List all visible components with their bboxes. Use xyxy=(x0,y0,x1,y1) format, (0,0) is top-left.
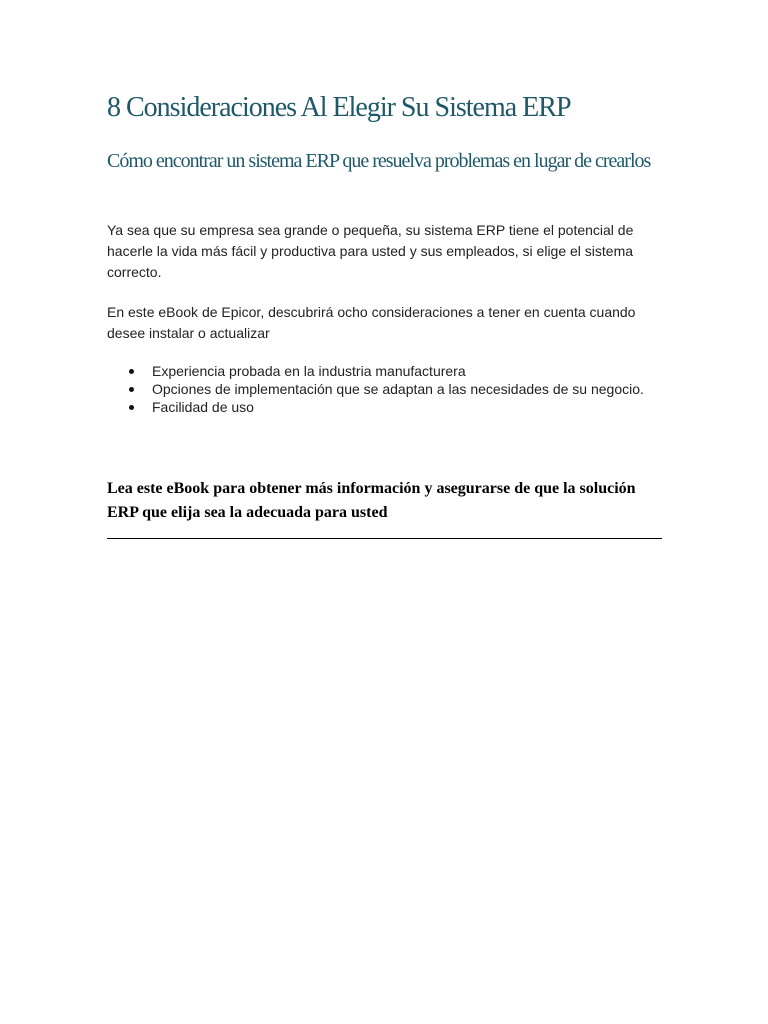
list-item xyxy=(107,362,647,380)
list-item-text: Facilidad de uso xyxy=(152,399,254,415)
bullet-icon xyxy=(129,387,134,392)
bullet-icon xyxy=(129,369,134,374)
considerations-list xyxy=(107,362,647,416)
intro-paragraph: Ya sea que su empresa sea grande o pequeña, su sistema ERP tiene el potencial de hacerle la vida más fácil y productiva para usted y sus empleados, si elige el sistema correcto. xyxy=(107,222,634,280)
document-subtitle: Cómo encontrar un sistema ERP que resuelva problemas en lugar de crearlos xyxy=(107,150,651,172)
horizontal-divider xyxy=(107,538,662,539)
list-item xyxy=(107,398,647,416)
list-item xyxy=(107,380,647,398)
list-item-text: Experiencia probada en la industria manufacturera xyxy=(152,363,466,379)
bullet-icon xyxy=(129,405,134,410)
call-to-action: Lea este eBook para obtener más información y asegurarse de que la solución ERP que elija sea la adecuada para usted xyxy=(107,480,636,521)
list-item-text: Opciones de implementación que se adaptan a las necesidades de su negocio. xyxy=(152,381,644,397)
ebook-paragraph: En este eBook de Epicor, descubrirá ocho consideraciones a tener en cuenta cuando desee instalar o actualizar xyxy=(107,304,636,341)
document-title: 8 Consideraciones Al Elegir Su Sistema ERP xyxy=(107,92,571,123)
